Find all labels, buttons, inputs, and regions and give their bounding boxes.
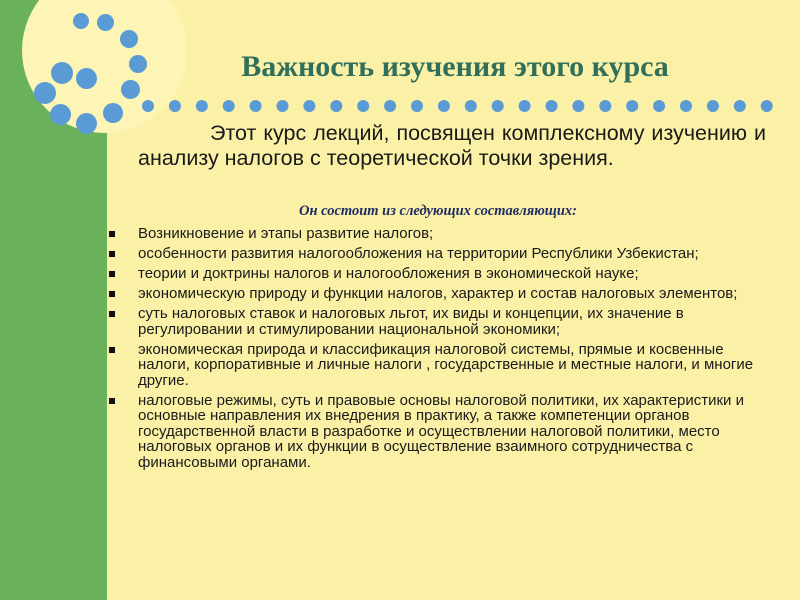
- line-dot: [626, 100, 638, 112]
- list-item-text: особенности развития налогообложения на территории Республики Узбекистан;: [138, 245, 699, 262]
- decorative-dot-line: [140, 99, 780, 113]
- list-item: [0, 306, 800, 337]
- list-item-text: Возникновение и этапы развитие налогов;: [138, 225, 434, 242]
- list-item: [0, 393, 800, 471]
- list-item-text: экономическая природа и классификация налоговой системы, прямые и косвенные налоги, корпоративные и личные налоги , государственные и местные налоги, и многие другие.: [138, 340, 754, 389]
- ring-dot: [34, 82, 56, 104]
- bullet-icon: [109, 271, 115, 277]
- list-item: [0, 266, 800, 282]
- line-dot: [411, 100, 423, 112]
- list-item-text: экономическую природу и функции налогов, характер и состав налоговых элементов;: [138, 285, 738, 302]
- line-dot: [734, 100, 746, 112]
- ring-dot: [76, 113, 97, 134]
- line-dot: [653, 100, 665, 112]
- ring-dot: [76, 68, 97, 89]
- bullet-icon: [109, 347, 115, 353]
- line-dot: [519, 100, 531, 112]
- line-dot: [572, 100, 584, 112]
- ring-dot: [120, 30, 138, 48]
- ring-dot: [97, 14, 114, 31]
- line-dot: [707, 100, 719, 112]
- line-dot: [357, 100, 369, 112]
- ring-dot: [51, 62, 73, 84]
- list-item: [0, 226, 800, 242]
- bullet-icon: [109, 398, 115, 404]
- line-dot: [250, 100, 262, 112]
- list-item-text: налоговые режимы, суть и правовые основы налоговой политики, их характеристики и основные направления их внедрения в практику, а также компетенции органов государственной власти в разработке и осуществлении налоговой политики, место налоговых органов и их функции в осуществление взаимного сотрудничества с финансовыми органами.: [138, 391, 744, 471]
- line-dot: [546, 100, 558, 112]
- line-dot: [438, 100, 450, 112]
- line-dot: [303, 100, 315, 112]
- list-item-text: суть налоговых ставок и налоговых льгот, их виды и концепции, их значение в регулировании и стимулировании национальной экономики;: [138, 305, 684, 338]
- line-dot: [761, 100, 773, 112]
- line-dot: [169, 100, 181, 112]
- bullet-icon: [109, 311, 115, 317]
- line-dot: [142, 100, 154, 112]
- ring-dot: [121, 80, 140, 99]
- line-dot: [465, 100, 477, 112]
- bullet-icon: [109, 251, 115, 257]
- ring-dot: [50, 104, 71, 125]
- bullet-icon: [109, 291, 115, 297]
- line-dot: [680, 100, 692, 112]
- intro-paragraph: Этот курс лекций, посвящен комплексному изучению и анализу налогов с теоретической точки зрения.: [138, 121, 766, 170]
- list-item-text: теории и доктрины налогов и налогообложения в экономической науке;: [138, 265, 639, 282]
- line-dot: [196, 100, 208, 112]
- ring-dot: [73, 13, 89, 29]
- list-item: [0, 286, 800, 302]
- line-dot: [330, 100, 342, 112]
- line-dot: [384, 100, 396, 112]
- bullet-icon: [109, 231, 115, 237]
- slide-title: Важность изучения этого курса: [241, 50, 669, 83]
- line-dot: [599, 100, 611, 112]
- subheading: Он состоит из следующих составляющих:: [298, 203, 578, 219]
- list-item: [0, 342, 800, 389]
- bullet-list: [0, 226, 800, 475]
- line-dot: [492, 100, 504, 112]
- list-item: [0, 246, 800, 262]
- line-dot: [223, 100, 235, 112]
- line-dot: [277, 100, 289, 112]
- ring-dot: [103, 103, 123, 123]
